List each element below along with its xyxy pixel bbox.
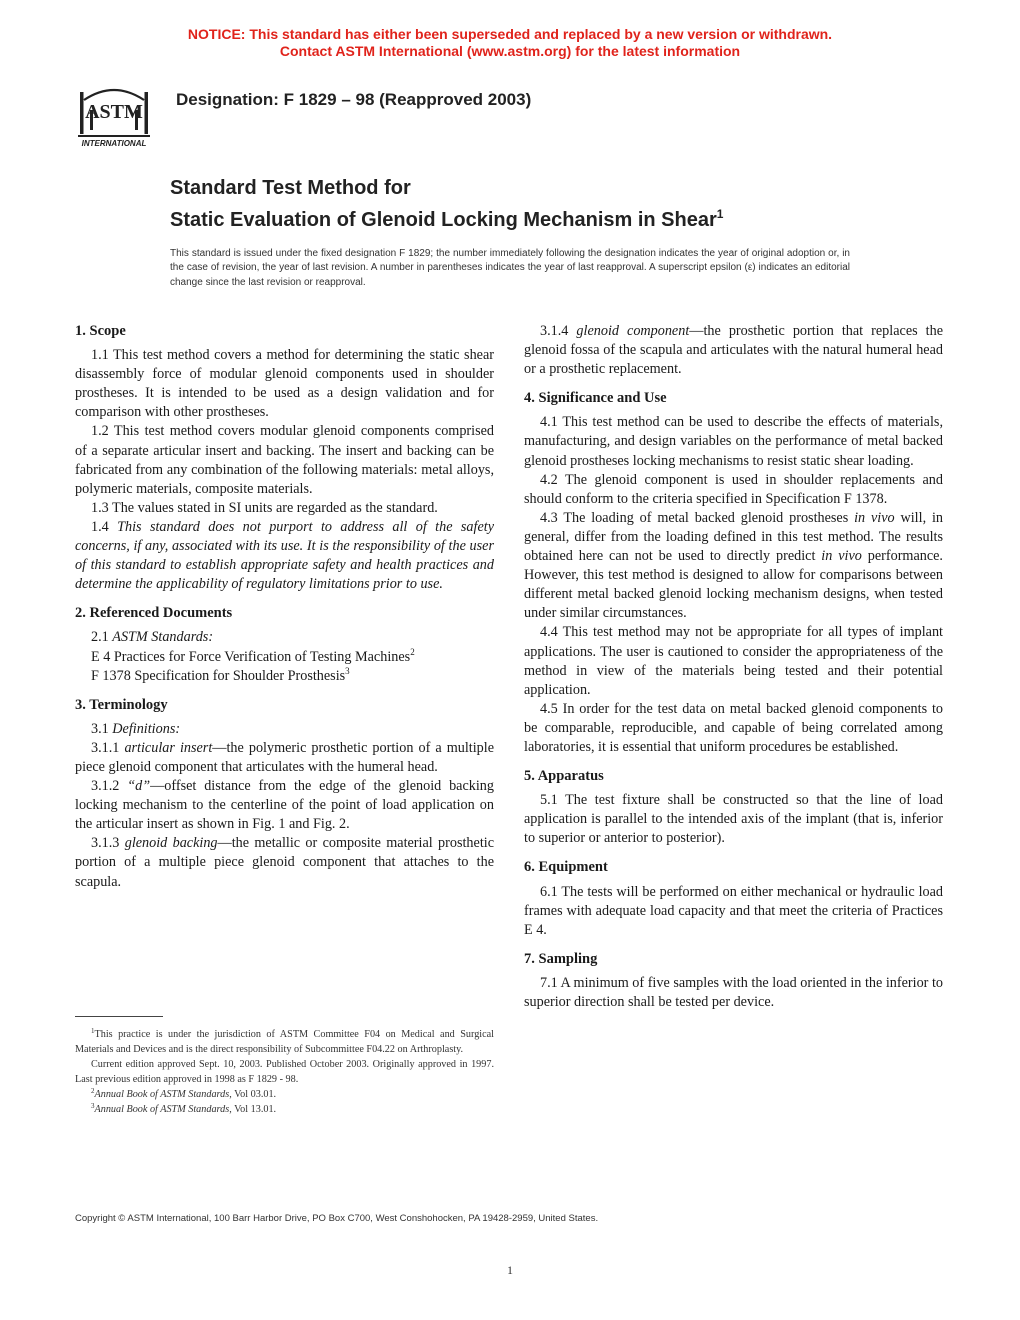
- definition-term: articular insert: [124, 739, 213, 756]
- paragraph-3-1-number: 3.1: [91, 720, 109, 737]
- footnote-divider: [75, 1016, 163, 1017]
- paragraph-4-5: 4.5 In order for the test data on metal backed glenoid components to be comparable, reproducible, and capable of being correlated among laboratories, it is essential that uniform procedures be established.: [524, 700, 943, 755]
- paragraph-4-3-part-a: 4.3 The loading of metal backed glenoid prostheses: [540, 509, 855, 526]
- reference-f1378: [91, 667, 494, 686]
- paragraph-6-1: 6.1 The tests will be performed on either mechanical or hydraulic load frames with adequate load capacity and that meet the criteria of Practices E 4.: [524, 883, 943, 938]
- withdrawal-notice: [0, 26, 1020, 60]
- footnote-1: [75, 1027, 494, 1057]
- footnote-1-edition: Current edition approved Sept. 10, 2003. Published October 2003. Originally approved in 1997. Last previous edition approved in 1998 as F 1829 - 98.: [75, 1059, 494, 1085]
- footnote-1-text: This practice is under the jurisdiction of ASTM Committee F04 on Medical and Surgical Materials and Devices and is the direct responsibility of Subcommittee F04.22 on Arthroplasty.: [75, 1029, 494, 1055]
- section-heading-equipment: 6. Equipment: [524, 859, 608, 876]
- paragraph-4-2: 4.2 The glenoid component is used in shoulder replacements and should conform to the criteria specified in Specification F 1378.: [524, 471, 943, 507]
- page-number: 1: [507, 1263, 513, 1277]
- definition-text: —offset distance from the edge of the glenoid backing locking mechanism to the centerline of the point of load application on the articular insert as shown in Fig. 1 and Fig. 2.: [75, 778, 494, 833]
- title-line-1: Standard Test Method for: [170, 177, 411, 199]
- issuance-statement: This standard is issued under the fixed designation F 1829; the number immediately following the designation indicates the year of original adoption or, in the case of revision, the year of last revision. A number in parentheses indicates the year of last reapproval. A superscript epsilon (ε) indicates an editorial change since the last revision or reapproval.: [170, 248, 850, 288]
- section-heading-apparatus: 5. Apparatus: [524, 768, 604, 785]
- definition-text: —the prosthetic portion that replaces the glenoid fossa of the scapula and articulates with the natural humeral head or a prosthetic replacement.: [524, 323, 944, 378]
- definition-articular-insert: [75, 739, 494, 777]
- paragraph-4-3: [524, 509, 943, 624]
- notice-line-1: NOTICE: This standard has either been superseded and replaced by a new version or withdrawn.: [187, 26, 833, 42]
- footnote-2-title: Annual Book of ASTM Standards: [94, 1089, 230, 1100]
- paragraph-4-1: 4.1 This test method can be used to describe the effects of materials, manufacturing, and design variables on the performance of metal backed glenoid prostheses locking mechanisms to resist static shear loading.: [524, 414, 943, 469]
- logo-subtext: INTERNATIONAL: [81, 139, 147, 148]
- section-heading-referenced-documents: 2. Referenced Documents: [75, 605, 233, 622]
- reference-e4: [91, 648, 494, 667]
- definition-text: —the metallic or composite material prosthetic portion of a multiple piece glenoid component that attaches to the scapula.: [75, 835, 494, 890]
- footnote-3-mark: 3: [91, 1102, 95, 1110]
- paragraph-4-3-italic-1: in vivo: [854, 509, 895, 526]
- paragraph-4-3-part-c: performance. However, this test method is designed to allow for comparisons between different metal backed glenoid locking mechanism designs, when tested under similar circumstances.: [524, 548, 943, 622]
- paragraph-2-1-number: 2.1: [91, 629, 109, 646]
- reference-f1378-mark: 3: [345, 665, 350, 676]
- copyright-line: Copyright © ASTM International, 100 Barr Harbor Drive, PO Box C700, West Conshohocken, PA 19428-2959, United States.: [75, 1213, 599, 1224]
- paragraph-1-3: 1.3 The values stated in SI units are regarded as the standard.: [91, 499, 438, 516]
- definition-term: glenoid backing: [124, 835, 218, 852]
- paragraph-4-4: 4.4 This test method may not be appropriate for all types of implant applications. The user is cautioned to consider the appropriateness of the method in view of the materials being tested and their potential application.: [524, 624, 943, 698]
- paragraph-3-1-text: Definitions:: [112, 720, 181, 737]
- designation: Designation: F 1829 – 98 (Reapproved 2003): [176, 90, 532, 109]
- footnote-2-volume: , Vol 03.01.: [229, 1089, 277, 1100]
- section-heading-significance: 4. Significance and Use: [524, 390, 667, 407]
- definition-number: 3.1.4: [540, 323, 569, 339]
- footnote-3: [75, 1102, 494, 1117]
- footnotes: [75, 1027, 494, 1117]
- document-title: [170, 175, 723, 233]
- definition-term: “d”: [127, 778, 151, 795]
- definition-glenoid-backing: [75, 834, 494, 891]
- astm-logo: [66, 80, 162, 150]
- definition-number: 3.1.1: [91, 739, 120, 756]
- section-heading-terminology: 3. Terminology: [75, 696, 168, 713]
- paragraph-1-1: 1.1 This test method covers a method for determining the static shear disassembly force of modular glenoid components used in shoulder prostheses. It is intended to be used as a design validation and for comparison with other prostheses.: [75, 347, 494, 421]
- paragraph-2-1-text: ASTM Standards:: [112, 629, 214, 646]
- footnote-2-mark: 2: [91, 1087, 95, 1095]
- title-line-2: [170, 201, 723, 233]
- definition-glenoid-component: [524, 322, 943, 379]
- paragraph-2-1: [75, 628, 494, 647]
- definition-term: glenoid component: [576, 323, 690, 339]
- definition-d: [75, 777, 494, 834]
- paragraph-3-1: [75, 720, 494, 739]
- paragraph-5-1: 5.1 The test fixture shall be constructed so that the line of load application is parallel to the intended axis of the implant (that is, inferior to superior or anterior to posterior).: [524, 792, 943, 847]
- footnote-2: [75, 1087, 494, 1102]
- paragraph-4-3-italic-2: in vivo: [821, 548, 862, 565]
- definition-number: 3.1.3: [91, 835, 120, 852]
- reference-e4-mark: 2: [410, 646, 415, 657]
- footnote-1-mark: 1: [91, 1027, 95, 1035]
- paragraph-1-4-number: 1.4: [91, 518, 109, 535]
- reference-f1378-text: F 1378 Specification for Shoulder Prosthesis: [91, 667, 346, 684]
- title-footnote-mark: 1: [716, 207, 724, 221]
- footnote-3-volume: , Vol 13.01.: [229, 1104, 277, 1115]
- paragraph-4-3-part-b: will, in general, differ from the loading defined in this test method. The results obtained here can not be used to directly predict: [524, 509, 944, 565]
- definition-text: —the polymeric prosthetic portion of a multiple piece glenoid component that articulates with the humeral head.: [75, 739, 494, 775]
- paragraph-7-1: 7.1 A minimum of five samples with the load oriented in the inferior to superior direction shall be tested per device.: [524, 974, 943, 1010]
- left-column: [75, 322, 494, 892]
- definition-number: 3.1.2: [91, 778, 120, 795]
- right-column: [524, 322, 943, 1012]
- reference-e4-text: E 4 Practices for Force Verification of Testing Machines: [91, 648, 411, 665]
- section-heading-sampling: 7. Sampling: [524, 950, 598, 967]
- paragraph-1-2: 1.2 This test method covers modular glenoid components comprised of a separate articular insert and backing. The insert and backing can be fabricated from any combination of the following materials: metal alloys, polymeric materials, composite materials.: [75, 423, 494, 497]
- paragraph-1-4: [75, 518, 494, 594]
- footnote-3-title: Annual Book of ASTM Standards: [94, 1104, 230, 1115]
- paragraph-1-4-text: This standard does not purport to address all of the safety concerns, if any, associated with its use. It is the responsibility of the user of this standard to establish appropriate safety and health practices and determine the applicability of regulatory limitations prior to use.: [75, 518, 494, 593]
- section-heading-scope: 1. Scope: [75, 323, 126, 339]
- title-line-2-text: Static Evaluation of Glenoid Locking Mechanism in Shear: [170, 209, 717, 231]
- logo-text: ASTM: [85, 101, 143, 123]
- notice-line-2: Contact ASTM International (www.astm.org) for the latest information: [279, 43, 741, 59]
